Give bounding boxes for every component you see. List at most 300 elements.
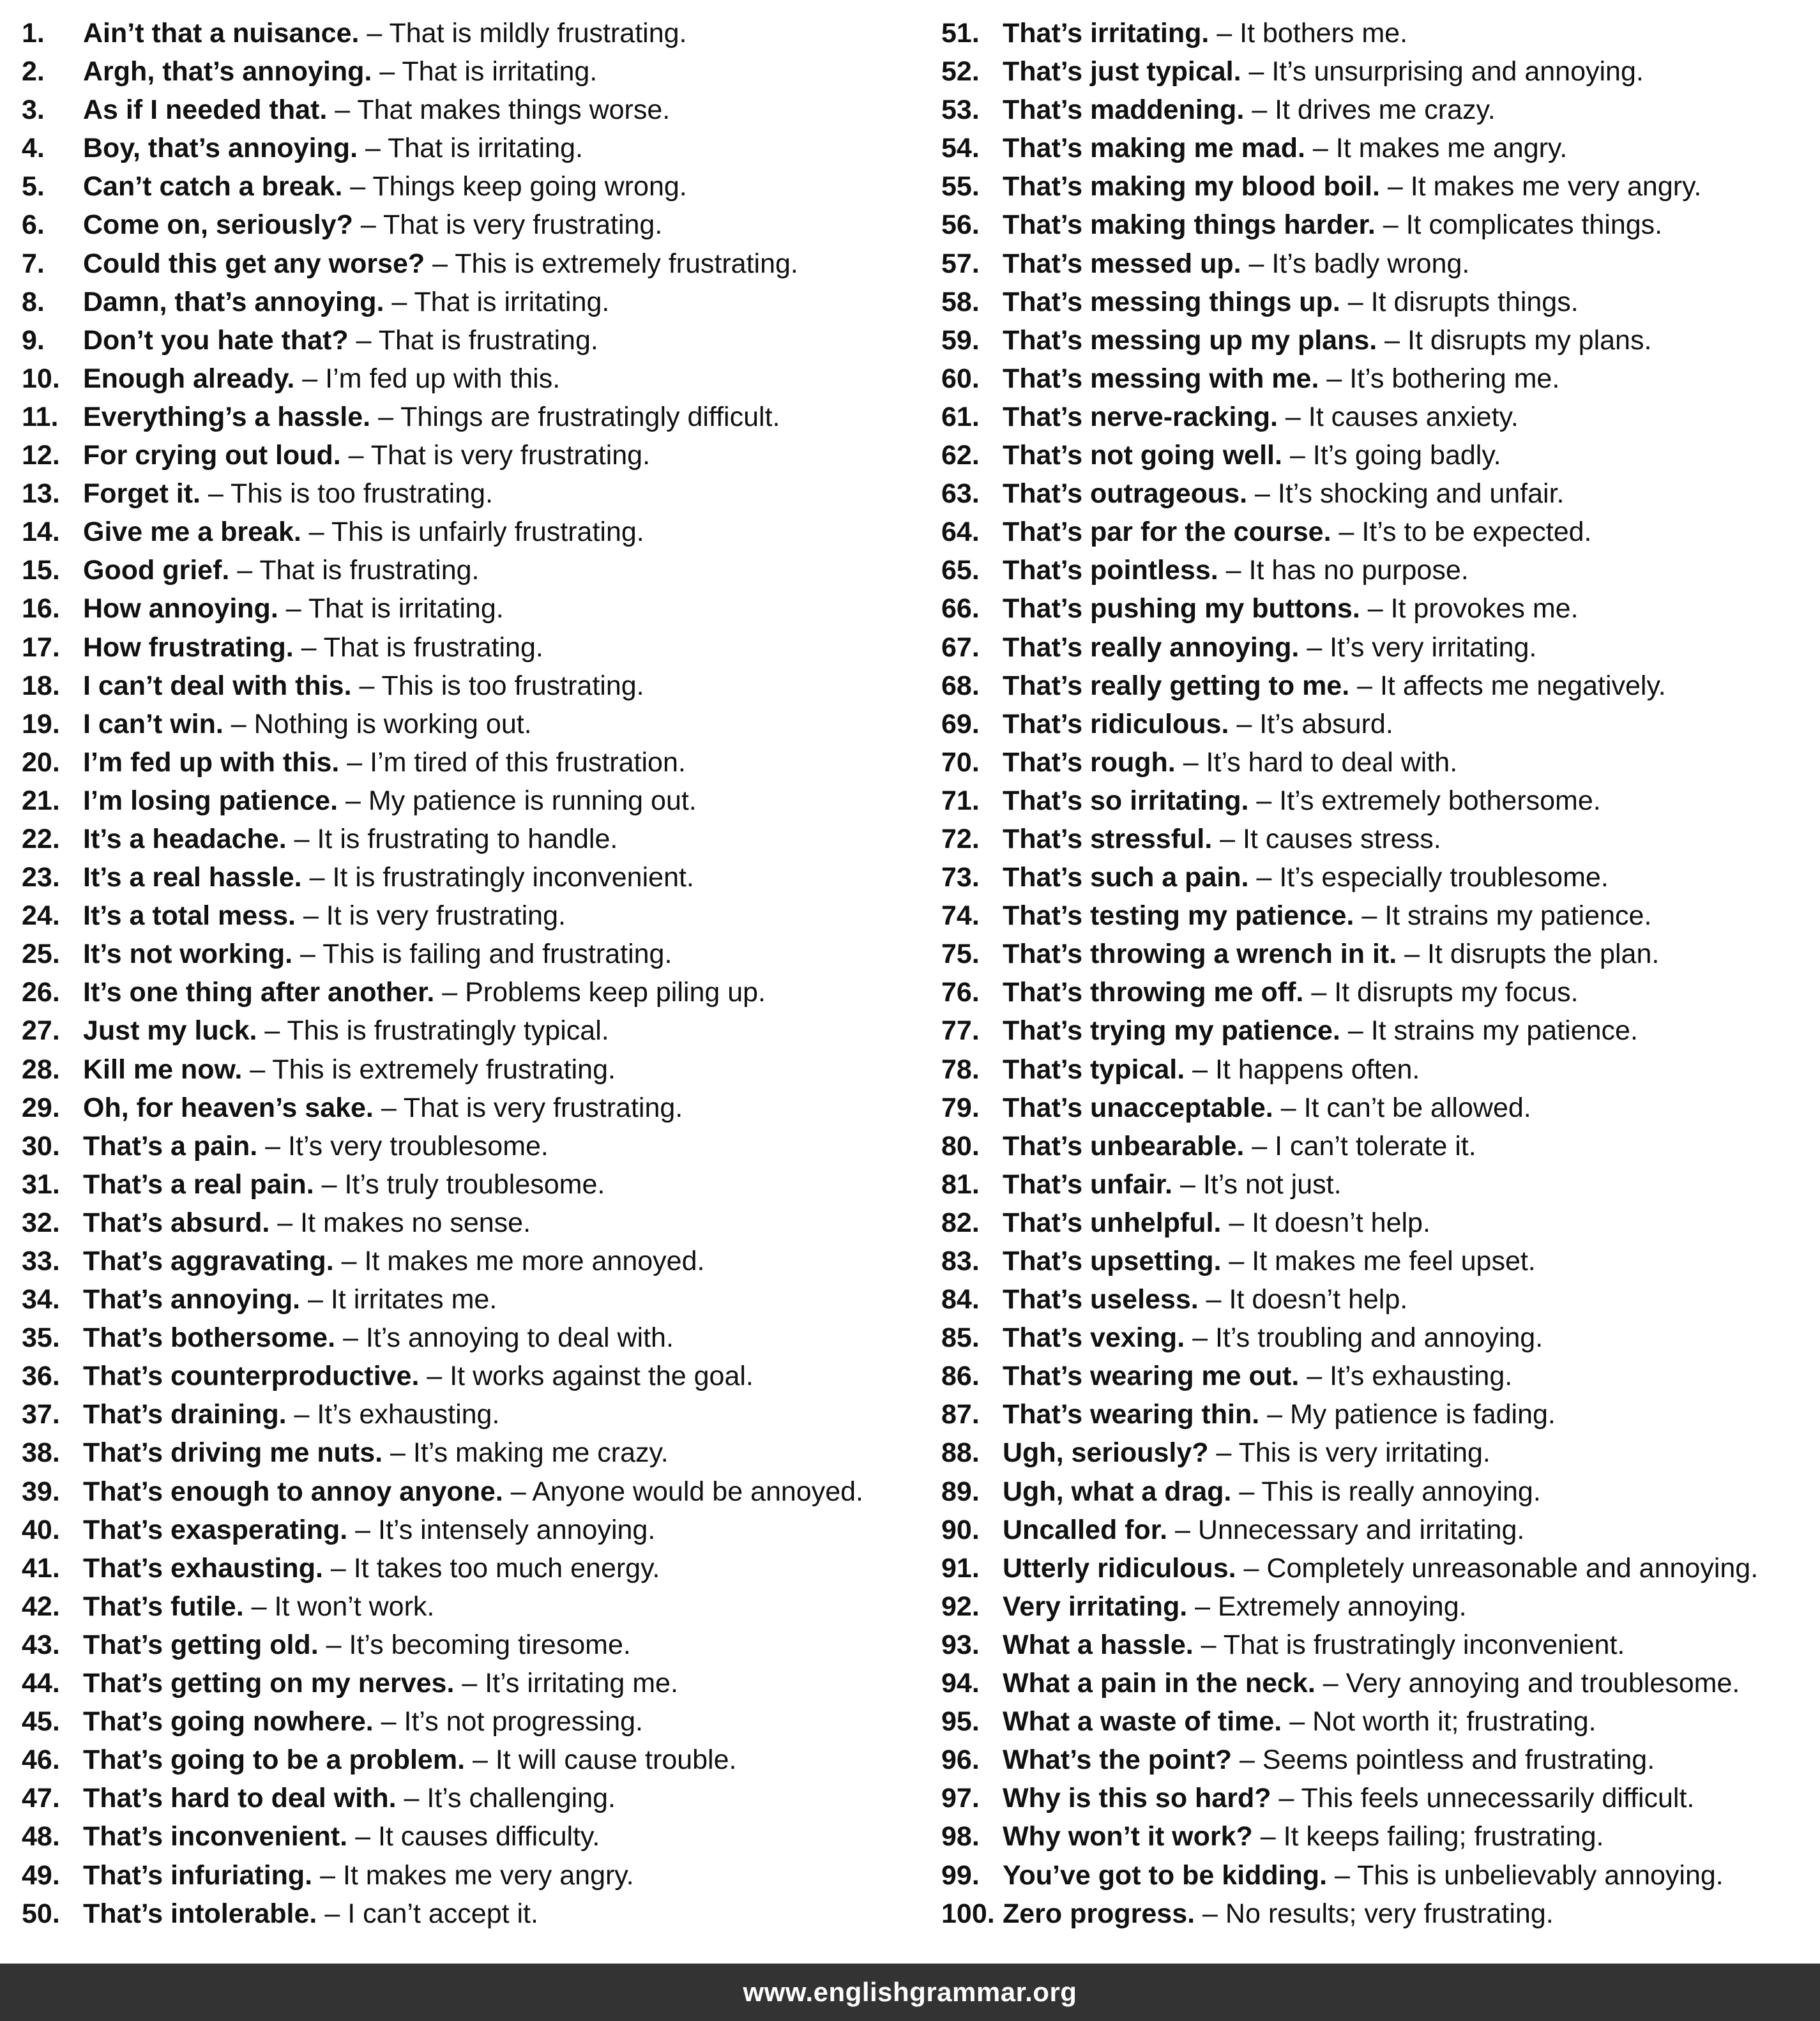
list-item [941, 436, 1820, 474]
item-phrase: What a pain in the neck. [1003, 1668, 1316, 1699]
item-meaning: – It’s extremely bothersome. [1256, 785, 1601, 816]
item-meaning: – That is very frustrating. [360, 209, 663, 241]
item-number: 87. [941, 1399, 980, 1430]
item-phrase: Utterly ridiculous. [1003, 1552, 1236, 1584]
item-meaning: – It’s making me crazy. [390, 1437, 669, 1469]
item-meaning: – It’s truly troublesome. [321, 1169, 605, 1200]
item-number: 9. [22, 324, 45, 356]
item-number: 37. [22, 1399, 60, 1430]
item-number: 80. [941, 1130, 980, 1162]
item-phrase: I’m fed up with this. [83, 746, 340, 778]
item-phrase: That’s draining. [83, 1399, 287, 1430]
item-number: 33. [22, 1246, 60, 1276]
item-number: 32. [22, 1207, 60, 1238]
item-phrase: That’s throwing me off. [1003, 977, 1304, 1008]
list-item [22, 513, 929, 551]
item-meaning: – It makes me angry. [1312, 133, 1568, 164]
item-meaning: – It’s bothering me. [1326, 363, 1560, 394]
list-item [22, 858, 929, 897]
list-item [941, 321, 1820, 360]
item-meaning: – It will cause trouble. [473, 1745, 737, 1776]
item-number: 10. [22, 363, 60, 394]
list-item [941, 398, 1820, 436]
list-item [22, 1626, 929, 1664]
list-item [941, 935, 1820, 973]
item-meaning: – Extremely annoying. [1195, 1591, 1467, 1622]
list-item [22, 935, 929, 973]
list-item [22, 705, 929, 743]
list-item [941, 973, 1820, 1011]
item-meaning: – I can’t tolerate it. [1252, 1130, 1476, 1162]
item-phrase: That’s inconvenient. [83, 1821, 348, 1852]
item-meaning: – It causes anxiety. [1285, 401, 1519, 432]
item-phrase: How annoying. [83, 593, 278, 624]
item-meaning: – This is too frustrating. [208, 478, 494, 510]
item-meaning: – That is frustrating. [356, 324, 598, 356]
item-meaning: – It irritates me. [308, 1284, 497, 1315]
item-number: 89. [941, 1476, 980, 1507]
item-number: 73. [941, 862, 980, 893]
item-meaning: – I’m fed up with this. [302, 363, 561, 394]
item-meaning: – Problems keep piling up. [442, 977, 766, 1008]
item-phrase: What’s the point? [1003, 1745, 1232, 1776]
item-number: 29. [22, 1092, 60, 1123]
item-phrase: Ugh, what a drag. [1003, 1476, 1232, 1507]
list-item [941, 628, 1820, 667]
item-meaning: – That makes things worse. [335, 95, 671, 126]
item-phrase: Could this get any worse? [83, 248, 425, 279]
list-item [941, 283, 1820, 321]
item-number: 76. [941, 977, 980, 1008]
item-number: 94. [941, 1668, 980, 1699]
item-meaning: – That is very frustrating. [348, 440, 651, 471]
item-meaning: – It drives me crazy. [1252, 95, 1496, 126]
item-meaning: – Things keep going wrong. [350, 171, 687, 202]
item-number: 46. [22, 1745, 60, 1776]
list-item [22, 14, 929, 52]
item-meaning: – That is irritating. [391, 286, 610, 317]
item-number: 31. [22, 1169, 60, 1200]
item-phrase: That’s getting on my nerves. [83, 1668, 455, 1699]
item-meaning: – I’m tired of this frustration. [347, 746, 686, 778]
item-meaning: – It can’t be allowed. [1280, 1092, 1531, 1123]
item-number: 77. [941, 1015, 980, 1047]
item-number: 3. [22, 95, 45, 126]
item-meaning: – This is very irritating. [1216, 1437, 1490, 1469]
list-item [22, 1165, 929, 1204]
item-phrase: That’s a pain. [83, 1130, 258, 1162]
item-meaning: – It’s irritating me. [462, 1668, 678, 1699]
list-item [22, 1242, 929, 1280]
list-item [941, 1895, 1820, 1933]
list-item [941, 1204, 1820, 1242]
list-item [22, 1050, 929, 1089]
item-number: 84. [941, 1284, 980, 1315]
item-meaning: – It’s not just. [1179, 1169, 1342, 1200]
item-phrase: That’s pointless. [1003, 555, 1218, 586]
item-number: 70. [941, 746, 980, 778]
item-number: 71. [941, 785, 980, 816]
item-phrase: Uncalled for. [1003, 1514, 1168, 1545]
item-meaning: – It keeps failing; frustrating. [1260, 1821, 1604, 1852]
list-item [22, 1357, 929, 1395]
item-meaning: – It doesn’t help. [1206, 1284, 1408, 1315]
item-phrase: That’s wearing thin. [1003, 1399, 1260, 1430]
item-meaning: – It has no purpose. [1225, 555, 1469, 586]
item-number: 25. [22, 939, 60, 970]
item-meaning: – Very annoying and troublesome. [1323, 1668, 1740, 1699]
item-number: 14. [22, 517, 60, 548]
item-phrase: Give me a break. [83, 517, 301, 548]
item-phrase: That’s useless. [1003, 1284, 1199, 1315]
item-meaning: – It’s shocking and unfair. [1255, 478, 1565, 510]
list-item [941, 1165, 1820, 1204]
list-item [941, 1856, 1820, 1895]
item-number: 54. [941, 133, 980, 164]
item-number: 34. [22, 1284, 60, 1315]
item-meaning: – It provokes me. [1367, 593, 1579, 624]
item-number: 63. [941, 478, 980, 510]
item-phrase: That’s not going well. [1003, 440, 1282, 471]
item-phrase: That’s unhelpful. [1003, 1207, 1222, 1238]
item-phrase: As if I needed that. [83, 95, 328, 126]
item-phrase: That’s going nowhere. [83, 1706, 374, 1737]
item-phrase: That’s unacceptable. [1003, 1092, 1273, 1123]
item-phrase: That’s typical. [1003, 1054, 1185, 1085]
item-phrase: It’s a real hassle. [83, 862, 302, 893]
list-item [22, 91, 929, 129]
list-item [941, 1702, 1820, 1741]
item-number: 58. [941, 286, 980, 317]
item-phrase: Enough already. [83, 363, 295, 394]
item-number: 13. [22, 478, 60, 510]
item-meaning: – It is frustratingly inconvenient. [309, 862, 694, 893]
item-number: 45. [22, 1706, 60, 1737]
item-phrase: That’s nerve-racking. [1003, 401, 1278, 432]
list-item [941, 206, 1820, 244]
item-number: 23. [22, 862, 60, 893]
item-meaning: – It’s hard to deal with. [1183, 746, 1458, 778]
item-phrase: That’s rough. [1003, 746, 1176, 778]
list-item [22, 667, 929, 705]
list-item [22, 436, 929, 474]
item-phrase: I’m losing patience. [83, 785, 338, 816]
item-meaning: – It makes me more annoyed. [341, 1246, 705, 1276]
item-number: 26. [22, 977, 60, 1008]
list-item [941, 1395, 1820, 1434]
list-item [22, 360, 929, 398]
right-column [941, 14, 1820, 1933]
item-number: 68. [941, 670, 980, 701]
list-item [941, 1089, 1820, 1127]
list-item [941, 1050, 1820, 1089]
item-meaning: – I can’t accept it. [324, 1898, 538, 1929]
list-item [22, 1434, 929, 1472]
item-meaning: – It makes me very angry. [1387, 171, 1702, 202]
item-meaning: – It’s to be expected. [1338, 517, 1592, 548]
item-meaning: – It’s unsurprising and annoying. [1248, 56, 1644, 87]
list-item [941, 14, 1820, 52]
item-number: 16. [22, 593, 60, 624]
item-meaning: – Anyone would be annoyed. [510, 1476, 863, 1507]
item-number: 83. [941, 1246, 980, 1276]
phrase-list [0, 14, 1820, 1936]
list-item [941, 1472, 1820, 1511]
item-phrase: That’s so irritating. [1003, 785, 1249, 816]
list-item [22, 1395, 929, 1434]
list-item [22, 1280, 929, 1319]
item-phrase: That’s enough to annoy anyone. [83, 1476, 503, 1507]
item-number: 19. [22, 708, 60, 739]
item-meaning: – It’s intensely annoying. [355, 1514, 656, 1545]
item-number: 17. [22, 632, 60, 663]
item-meaning: – It makes no sense. [277, 1207, 531, 1238]
item-number: 90. [941, 1514, 980, 1545]
item-number: 7. [22, 248, 45, 279]
item-number: 18. [22, 670, 60, 701]
item-number: 57. [941, 248, 980, 279]
item-phrase: Don’t you hate that? [83, 324, 349, 356]
item-meaning: – It’s badly wrong. [1248, 248, 1470, 279]
item-phrase: I can’t win. [83, 708, 224, 739]
list-item [941, 1549, 1820, 1587]
list-item [941, 1280, 1820, 1319]
item-phrase: That’s irritating. [1003, 18, 1210, 49]
item-number: 97. [941, 1783, 980, 1814]
website-link[interactable]: www.englishgrammar.org [743, 1977, 1077, 2007]
item-number: 65. [941, 555, 980, 586]
item-phrase: That’s just typical. [1003, 56, 1241, 87]
item-phrase: That’s wearing me out. [1003, 1361, 1300, 1392]
list-item [941, 52, 1820, 91]
list-item [22, 551, 929, 589]
item-phrase: It’s a total mess. [83, 900, 296, 932]
item-phrase: Kill me now. [83, 1054, 243, 1085]
list-item [22, 245, 929, 283]
item-number: 55. [941, 171, 980, 202]
item-phrase: That’s messing up my plans. [1003, 324, 1377, 356]
list-item [22, 820, 929, 858]
list-item [22, 206, 929, 244]
item-meaning: – This feels unnecessarily difficult. [1278, 1783, 1695, 1814]
list-item [22, 1089, 929, 1127]
item-phrase: That’s stressful. [1003, 823, 1213, 854]
item-phrase: That’s unbearable. [1003, 1130, 1245, 1162]
item-number: 72. [941, 823, 980, 854]
item-meaning: – It causes difficulty. [355, 1821, 600, 1852]
item-number: 15. [22, 555, 60, 586]
item-phrase: Why is this so hard? [1003, 1783, 1271, 1814]
item-phrase: You’ve got to be kidding. [1003, 1859, 1328, 1891]
item-meaning: – It happens often. [1192, 1054, 1420, 1085]
item-number: 53. [941, 95, 980, 126]
list-item [941, 1319, 1820, 1357]
item-meaning: – It works against the goal. [427, 1361, 754, 1392]
item-phrase: Zero progress. [1003, 1898, 1195, 1929]
item-meaning: – That is irritating. [365, 133, 583, 164]
item-number: 74. [941, 900, 980, 932]
item-meaning: – It’s becoming tiresome. [326, 1629, 631, 1660]
item-number: 60. [941, 363, 980, 394]
list-item [22, 1702, 929, 1741]
item-number: 75. [941, 939, 980, 970]
item-number: 99. [941, 1859, 980, 1891]
item-number: 78. [941, 1054, 980, 1085]
item-number: 2. [22, 56, 45, 87]
item-meaning: – My patience is fading. [1267, 1399, 1556, 1430]
item-meaning: – Completely unreasonable and annoying. [1243, 1552, 1759, 1584]
item-number: 52. [941, 56, 980, 87]
item-phrase: That’s throwing a wrench in it. [1003, 939, 1397, 970]
item-phrase: That’s exasperating. [83, 1514, 348, 1545]
item-number: 42. [22, 1591, 60, 1622]
item-meaning: – This is frustratingly typical. [264, 1015, 609, 1047]
item-meaning: – It’s especially troublesome. [1256, 862, 1609, 893]
item-phrase: Argh, that’s annoying. [83, 56, 372, 87]
list-item [22, 743, 929, 782]
item-number: 30. [22, 1130, 60, 1162]
item-meaning: – It’s very troublesome. [265, 1130, 549, 1162]
item-meaning: – It’s exhausting. [1307, 1361, 1513, 1392]
item-number: 88. [941, 1437, 980, 1469]
item-number: 43. [22, 1629, 60, 1660]
item-number: 62. [941, 440, 980, 471]
list-item [941, 897, 1820, 935]
item-meaning: – It is frustrating to handle. [294, 823, 618, 854]
list-item [22, 129, 929, 167]
item-phrase: That’s pushing my buttons. [1003, 593, 1360, 624]
list-item [941, 1626, 1820, 1664]
list-item [941, 91, 1820, 129]
item-number: 40. [22, 1514, 60, 1545]
list-item [22, 1204, 929, 1242]
list-item [941, 1587, 1820, 1626]
item-number: 82. [941, 1207, 980, 1238]
item-phrase: That’s going to be a problem. [83, 1745, 466, 1776]
item-meaning: – That is irritating. [379, 56, 598, 87]
item-number: 49. [22, 1859, 60, 1891]
item-number: 86. [941, 1361, 980, 1392]
item-number: 95. [941, 1706, 980, 1737]
item-number: 20. [22, 746, 60, 778]
item-phrase: That’s vexing. [1003, 1322, 1185, 1354]
item-meaning: – That is irritating. [285, 593, 504, 624]
list-item [941, 1011, 1820, 1050]
list-item [22, 782, 929, 820]
item-number: 81. [941, 1169, 980, 1200]
item-phrase: It’s a headache. [83, 823, 287, 854]
item-phrase: Everything’s a hassle. [83, 401, 371, 432]
list-item [22, 1511, 929, 1549]
item-number: 22. [22, 823, 60, 854]
item-phrase: Just my luck. [83, 1015, 257, 1047]
item-meaning: – My patience is running out. [345, 785, 697, 816]
item-number: 100. [941, 1898, 995, 1929]
item-meaning: – This is extremely frustrating. [250, 1054, 616, 1085]
item-phrase: That’s upsetting. [1003, 1246, 1222, 1276]
item-phrase: That’s counterproductive. [83, 1361, 420, 1392]
item-meaning: – It takes too much energy. [330, 1552, 660, 1584]
list-item [22, 973, 929, 1011]
list-item [941, 858, 1820, 897]
item-meaning: – This is too frustrating. [359, 670, 644, 701]
list-item [941, 820, 1820, 858]
item-phrase: Damn, that’s annoying. [83, 286, 384, 317]
item-meaning: – It makes me very angry. [320, 1859, 634, 1891]
list-item [941, 245, 1820, 283]
left-column [22, 14, 929, 1933]
item-meaning: – It doesn’t help. [1229, 1207, 1430, 1238]
item-meaning: – Unnecessary and irritating. [1175, 1514, 1525, 1545]
item-meaning: – Seems pointless and frustrating. [1240, 1745, 1655, 1776]
list-item [22, 283, 929, 321]
item-phrase: That’s annoying. [83, 1284, 301, 1315]
item-meaning: – It bothers me. [1217, 18, 1408, 49]
list-item [22, 1779, 929, 1817]
item-number: 61. [941, 401, 980, 432]
list-item [941, 1779, 1820, 1817]
item-number: 38. [22, 1437, 60, 1469]
list-item [941, 1741, 1820, 1779]
item-number: 12. [22, 440, 60, 471]
item-phrase: How frustrating. [83, 632, 294, 663]
item-number: 51. [941, 18, 980, 49]
item-meaning: – It strains my patience. [1361, 900, 1652, 932]
list-item [22, 1895, 929, 1933]
item-meaning: – This is unbelievably annoying. [1334, 1859, 1724, 1891]
list-item [22, 897, 929, 935]
item-phrase: Oh, for heaven’s sake. [83, 1092, 374, 1123]
list-item [22, 474, 929, 513]
item-meaning: – It’s troubling and annoying. [1192, 1322, 1543, 1354]
list-item [22, 1127, 929, 1165]
list-item [22, 1011, 929, 1050]
item-number: 6. [22, 209, 45, 241]
item-meaning: – It’s not progressing. [381, 1706, 643, 1737]
item-number: 91. [941, 1552, 980, 1584]
list-item [22, 1319, 929, 1357]
item-number: 96. [941, 1745, 980, 1776]
list-item [941, 167, 1820, 206]
list-item [22, 1856, 929, 1895]
item-phrase: What a waste of time. [1003, 1706, 1282, 1737]
item-meaning: – It makes me feel upset. [1229, 1246, 1536, 1276]
item-meaning: – Not worth it; frustrating. [1289, 1706, 1596, 1737]
item-number: 39. [22, 1476, 60, 1507]
item-meaning: – That is frustrating. [237, 555, 480, 586]
list-item [941, 1127, 1820, 1165]
item-number: 85. [941, 1322, 980, 1354]
item-number: 21. [22, 785, 60, 816]
item-phrase: Ain’t that a nuisance. [83, 18, 360, 49]
list-item [22, 1741, 929, 1779]
item-phrase: That’s trying my patience. [1003, 1015, 1340, 1047]
list-item [22, 167, 929, 206]
list-item [22, 52, 929, 91]
item-phrase: For crying out loud. [83, 440, 341, 471]
item-phrase: That’s really annoying. [1003, 632, 1300, 663]
list-item [941, 1511, 1820, 1549]
item-meaning: – That is frustratingly inconvenient. [1201, 1629, 1625, 1660]
item-phrase: Forget it. [83, 478, 201, 510]
item-phrase: That’s really getting to me. [1003, 670, 1350, 701]
list-item [22, 1549, 929, 1587]
list-item [22, 1664, 929, 1702]
list-item [941, 589, 1820, 628]
item-phrase: That’s aggravating. [83, 1246, 334, 1276]
item-meaning: – It’s going badly. [1289, 440, 1501, 471]
item-phrase: That’s driving me nuts. [83, 1437, 383, 1469]
